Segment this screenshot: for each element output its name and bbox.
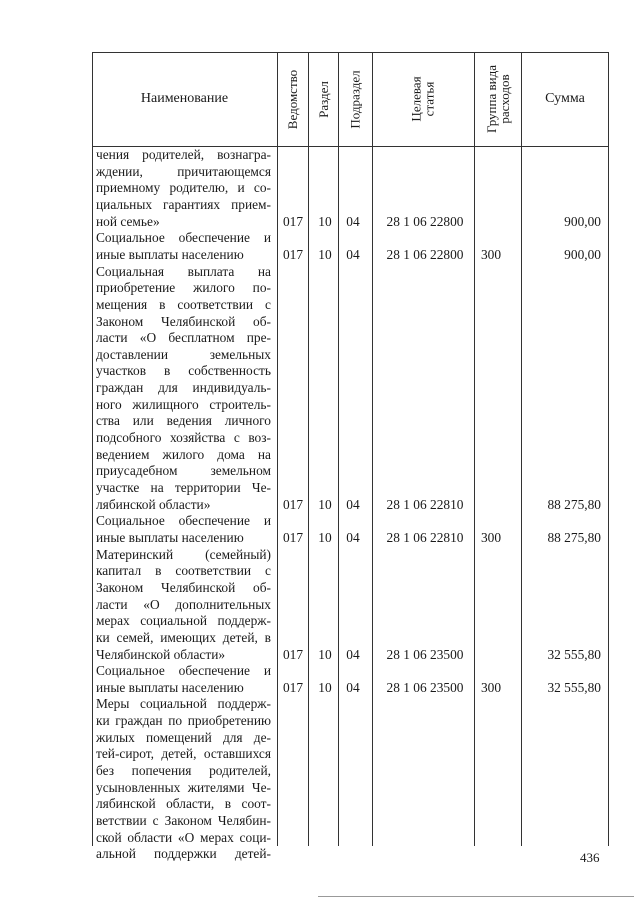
name-line: мещения в соответствии с [96, 296, 271, 312]
cell-ved: 017 [282, 646, 304, 662]
name-line: участке на территории Че- [96, 480, 271, 495]
cell-raz: 10 [318, 246, 332, 262]
header-celevaya-line2: статья [421, 81, 437, 117]
name-line: капитал в соответствии с [96, 563, 271, 579]
name-line: жилых помещений для де- [96, 729, 271, 745]
cell-sum: 32 555,80 [547, 679, 601, 695]
header-vedomstvo [277, 52, 308, 146]
name-line: Социальное обеспечение и [96, 663, 271, 679]
cell-grp: 300 [480, 529, 502, 545]
name-line: ки семей, имеющих детей, в [96, 629, 271, 645]
cell-sum: 32 555,80 [547, 646, 601, 662]
header-gruppa-text [485, 65, 511, 133]
cell-cel: 28 1 06 22800 [386, 246, 464, 262]
cell-ved: 017 [282, 213, 304, 229]
column-divider [372, 52, 373, 846]
name-line: чения родителей, вознагра- [96, 147, 271, 162]
name-line: ской области «О мерах соци- [96, 829, 271, 845]
name-line: Социальное обеспечение и [96, 513, 271, 529]
name-line: мерах социальной поддерж- [96, 613, 271, 629]
name-line: Законом Челябинской об- [96, 579, 271, 595]
cell-cel: 28 1 06 23500 [386, 679, 464, 695]
name-line: ветствии с Законом Челябин- [96, 813, 271, 828]
name-line: лябинской области, в соот- [96, 796, 271, 812]
cell-sum: 900,00 [564, 213, 601, 229]
name-line: ной семье» [96, 213, 160, 229]
cell-raz: 10 [318, 213, 332, 229]
name-line: усыновленных жителями Че- [96, 779, 271, 795]
name-line: ведением жилого дома на [96, 446, 271, 462]
name-line: Социальное обеспечение и [96, 230, 271, 246]
header-gruppa-line2: расходов [496, 74, 512, 124]
cell-cel: 28 1 06 22810 [386, 529, 464, 545]
header-podrazdel-text: Подраздел [347, 69, 363, 129]
cell-sum: 900,00 [564, 246, 601, 262]
header-celevaya [372, 52, 474, 146]
name-line: иные выплаты населению [96, 679, 244, 695]
cell-cel: 28 1 06 22800 [386, 213, 464, 229]
column-divider [521, 52, 522, 846]
column-divider [338, 52, 339, 846]
name-line: иные выплаты населению [96, 529, 244, 545]
cell-ved: 017 [282, 246, 304, 262]
header-razdel-text: Раздел [315, 80, 331, 118]
header-vedomstvo-text: Ведомство [285, 69, 300, 129]
footer-rule [318, 896, 634, 897]
name-line: приемному родителю, и со- [96, 180, 271, 196]
name-line: ного жилищного строитель- [96, 396, 271, 412]
column-divider [474, 52, 475, 846]
cell-grp: 300 [480, 679, 502, 695]
name-line: Социальная выплата на [96, 263, 271, 279]
cell-cel: 28 1 06 22810 [386, 496, 464, 512]
name-line: без попечения родителей, [96, 763, 271, 779]
name-line: ласти «О дополнительных [96, 596, 271, 612]
cell-pod: 04 [346, 496, 360, 512]
name-line: иные выплаты населению [96, 246, 244, 262]
cell-grp: 300 [480, 246, 502, 262]
cell-ved: 017 [282, 496, 304, 512]
name-line: циальных гарантиях прием- [96, 196, 271, 212]
cell-raz: 10 [318, 679, 332, 695]
cell-pod: 04 [346, 213, 360, 229]
cell-raz: 10 [318, 529, 332, 545]
name-line: ласти «О бесплатном пре- [96, 330, 271, 346]
header-gruppa-line1: Группа вида [483, 65, 499, 133]
name-line: ства или ведения личного [96, 413, 271, 429]
name-line: лябинской области» [96, 496, 211, 512]
header-celevaya-line1: Целевая [408, 76, 424, 122]
name-line: ждении, причитающемся [96, 163, 271, 179]
name-line: Челябинской области» [96, 646, 226, 662]
name-line: Законом Челябинской об- [96, 313, 271, 329]
name-line: тей-сирот, детей, оставшихся [96, 746, 271, 762]
column-divider [277, 52, 278, 846]
name-line: участков в собственность [96, 363, 271, 379]
cell-raz: 10 [318, 646, 332, 662]
cell-pod: 04 [346, 246, 360, 262]
cell-ved: 017 [282, 679, 304, 695]
cell-ved: 017 [282, 529, 304, 545]
header-gruppa [474, 52, 521, 146]
name-line: приусадебном земельном [96, 463, 271, 479]
header-podrazdel [338, 52, 372, 146]
column-divider [308, 52, 309, 846]
name-line: Материнский (семейный) [96, 546, 271, 562]
name-line: подсобного хозяйства с воз- [96, 430, 271, 446]
header-summa: Сумма [545, 91, 585, 106]
cell-sum: 88 275,80 [547, 529, 601, 545]
page-number: 436 [580, 850, 600, 865]
header-name: Наименование [140, 91, 229, 106]
cell-pod: 04 [346, 529, 360, 545]
cell-raz: 10 [318, 496, 332, 512]
cell-pod: 04 [346, 646, 360, 662]
name-line: доставлении земельных [96, 346, 271, 362]
name-line: ки граждан по приобретению [96, 713, 271, 729]
header-razdel [308, 52, 338, 146]
name-line: Меры социальной поддерж- [96, 696, 271, 712]
cell-sum: 88 275,80 [547, 496, 601, 512]
name-line: альной поддержки детей- [96, 846, 271, 862]
header-celevaya-text [410, 76, 436, 121]
name-line: граждан для индивидуаль- [96, 380, 271, 396]
name-line: приобретение жилого по- [96, 280, 271, 296]
cell-cel: 28 1 06 23500 [386, 646, 464, 662]
cell-pod: 04 [346, 679, 360, 695]
